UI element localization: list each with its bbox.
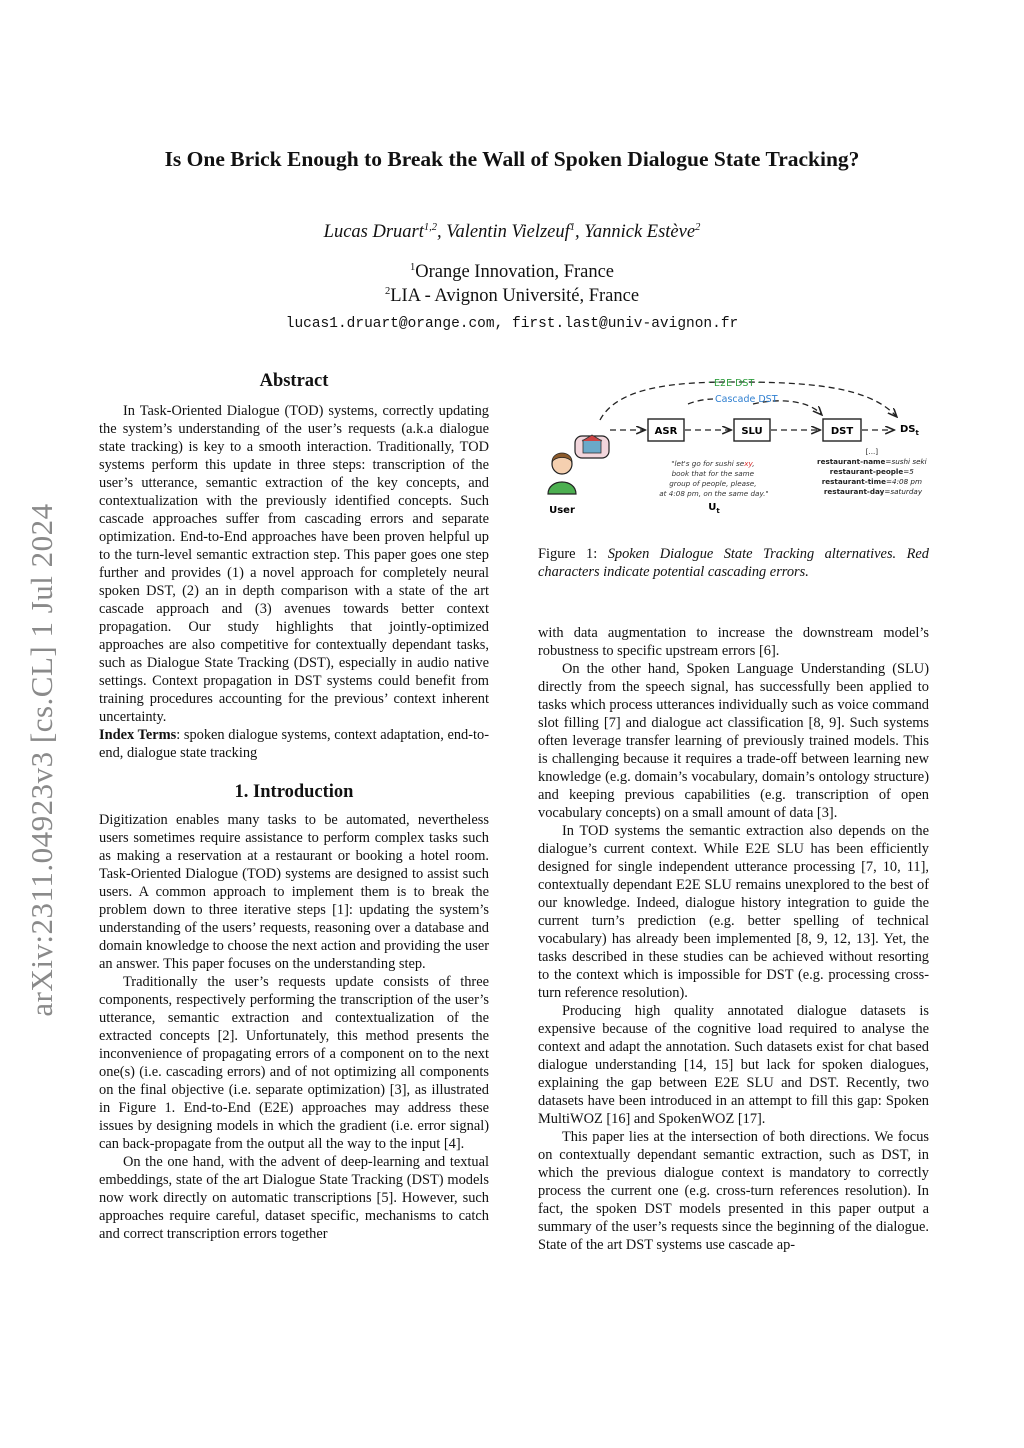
affiliation-line [0, 262, 1024, 283]
ds-output-label: $DS_t$ [900, 424, 919, 437]
paragraph: This paper lies at the intersection of both directions. We focus on contextually dependant semantic extraction, such as DST, in which the previous dialogue context is mandatory to correctly process the current one (e.g. cross-turn references resolution). In fact, the spoken DST models presented in this paper output a summary of the user’s requests since the beginning of the dialogue. State of the art DST systems use cascade ap- [538, 1129, 929, 1253]
index-terms [99, 726, 489, 762]
abstract-heading: Abstract [259, 371, 329, 391]
caption-text: Spoken Dialogue State Tracking alternatives. Red characters indicate potential cascading errors. [538, 546, 929, 580]
asr-label: ASR [654, 426, 678, 437]
author-affiliation-marker: 1,2 [423, 222, 438, 233]
cascade-label: Cascade DST [715, 394, 778, 405]
author-name: Lucas Druart [323, 222, 424, 242]
author-name: Yannick Estève [584, 222, 696, 242]
paragraph: Digitization enables many tasks to be automated, nevertheless users sometimes require assistance to perform complex tasks such as making a reservation at a restaurant or booking a hotel room. Task-Oriented Dialogue (TOD) systems are designed to assist such users. A common approach to implement them is to break the problem down to three iterative steps [1]: updating the system’s understanding of the users’ requests, reasoning over a database and domain knowledge to choose the next action and providing the user an answer. This paper focuses on the understanding step. [99, 812, 489, 972]
author-affiliation-marker: 1 [569, 222, 576, 233]
paper-title: Is One Brick Enough to Break the Wall of Spoken Dialogue State Tracking? [164, 147, 860, 171]
dialogue-state: [...] restaurant-name=sushi seki restaurant-people=5 restaurant-time=4:08 pm restaurant-day=saturday [817, 447, 927, 496]
affiliation-name: Orange Innovation, France [415, 262, 615, 282]
paragraph: Traditionally the user’s requests update consists of three components, respectively performing the transcription of the user’s utterance, semantic extraction and contextualization of the extracted concepts [2]. Unfortunately, this method presents the inconvenience of propagating errors of a component on to the next one(s) (i.e. cascading errors) and of not optimizing all components on the final objective (i.e. separate optimization) [3], as illustrated in Figure 1. End-to-End (E2E) approaches may address these issues by designing models in which the gradient (i.e. error signal) can back-propagate from the output all the way to the input [4]. [99, 974, 489, 1152]
index-terms-text: : spoken dialogue systems, context adaptation, end-to-end, dialogue state tracking [99, 727, 489, 761]
introduction-continued [538, 624, 929, 1254]
figure-1 [538, 368, 929, 528]
figure-1-diagram [538, 368, 929, 528]
paragraph: In TOD systems the semantic extraction also depends on the dialogue’s current context. While E2E SLU has been efficiently designed for single independent utterance processing [7, 10, 11], contextually dependant E2E SLU remains unexplored to the best of our knowledge. Indeed, dialogue history integration to guide the current turn’s prediction (e.g. better spelling of technical vocabulary) has already been implemented [8, 9, 12, 13]. Yet, the tasks described in these studies can be achieved without resorting to the context which is impossible for DST (e.g. processing cross-turn reference resolution). [538, 823, 929, 1001]
introduction-section [99, 781, 489, 1243]
e2e-label: · E2E DST · [708, 378, 761, 389]
user-label: User [549, 505, 575, 516]
cascade-arc-left [688, 399, 713, 404]
affiliation-line [0, 286, 1024, 307]
affiliation-marker: 1 [409, 262, 416, 273]
abstract-section [99, 370, 489, 762]
affiliation-name: LIA - Avignon Université, France [390, 286, 640, 306]
index-terms-label: Index Terms [99, 727, 177, 743]
paragraph: On the other hand, Spoken Language Understanding (SLU) directly from the speech signal, has successfully been applied to tasks which process utterances individually such as voice command slot filling [7] and dialogue act classification [8, 9]. Such systems often leverage transfer learning of previously trained models. This is challenging because it requires a trade-off between learning new knowledge (e.g. domain’s vocabulary, domain’s ontology structure) and keeping previous capabilities (e.g. transcription of open vocabulary concepts) on a small amount of data [3]. [538, 661, 929, 821]
author-emails: lucas1.druart@orange.com, first.last@univ-avignon.fr [285, 316, 739, 332]
author-list: Lucas Druart$^{1,2}$, Valentin Vielzeuf$^1$, Yannick Estève$^2$ [323, 222, 701, 242]
author-name: Valentin Vielzeuf [446, 222, 570, 242]
paragraph: On the one hand, with the advent of deep-learning and textual embeddings, state of the art Dialogue State Tracking (DST) models now work directly on automatic transcriptions [5]. However, such approaches require careful, dataset specific, mechanisms to catch and correct transcription errors together [99, 1154, 489, 1242]
paragraph: Producing high quality annotated dialogue datasets is expensive because of the cognitive load required to analyse the context and adapt the annotation. Such datasets exist for chat based dialogue understanding [14, 15] but lack for spoken dialogues, explaining the gap between E2E SLU and DST. Recently, two datasets have been introduced in an attempt to fill this gap: Spoken MultiWOZ [16] and SpokenWOZ [17]. [538, 1003, 929, 1127]
caption-label: Figure 1: [538, 546, 598, 562]
paragraph: with data augmentation to increase the downstream model’s robustness to specific upstream errors [6]. [538, 625, 929, 659]
figure-1-caption [538, 545, 929, 581]
dst-label: DST [830, 426, 854, 437]
utterance-label: $U_t$ [708, 502, 720, 515]
section-heading: 1. Introduction [234, 782, 354, 802]
author-affiliation-marker: 2 [695, 222, 701, 233]
user-utterance: "let's go for sushi sexy, book that for the same group of people, please, at 4:08 pm, on the same day." [659, 459, 769, 498]
user-body-icon [548, 482, 576, 494]
arxiv-sidebar [0, 0, 70, 1448]
arxiv-identifier: arXiv:2311.04923v3 [cs.CL] 1 Jul 2024 [24, 503, 59, 1017]
slu-label: SLU [741, 426, 763, 437]
abstract-text: In Task-Oriented Dialogue (TOD) systems, correctly updating the system’s understanding of the user’s requests (a.k.a dialogue state tracking) is key to a smooth interaction. Traditionally, TOD systems perform this update in three steps: transcription of the user’s utterance, semantic extraction of the key concepts, and contextualization with the previously identified concepts. Such cascade approaches suffer from cascading errors and separate optimization. End-to-End approaches have been proven helpful up to the turn-level semantic extraction step. This paper goes one step further and provides (1) a novel approach for completely neural spoken DST, (2) an in depth comparison with a state of the art cascade approach and (3) avenues towards better context propagation. Our study highlights that jointly-optimized approaches are also competitive for contextually dependant tasks, such as Dialogue State Tracking (DST), especially in audio native settings. Context propagation in DST systems could benefit from training procedures accounting for the previous’ context inherent uncertainty. [99, 403, 489, 725]
affiliation-marker: 2 [384, 286, 391, 297]
restaurant-icon [583, 440, 601, 453]
